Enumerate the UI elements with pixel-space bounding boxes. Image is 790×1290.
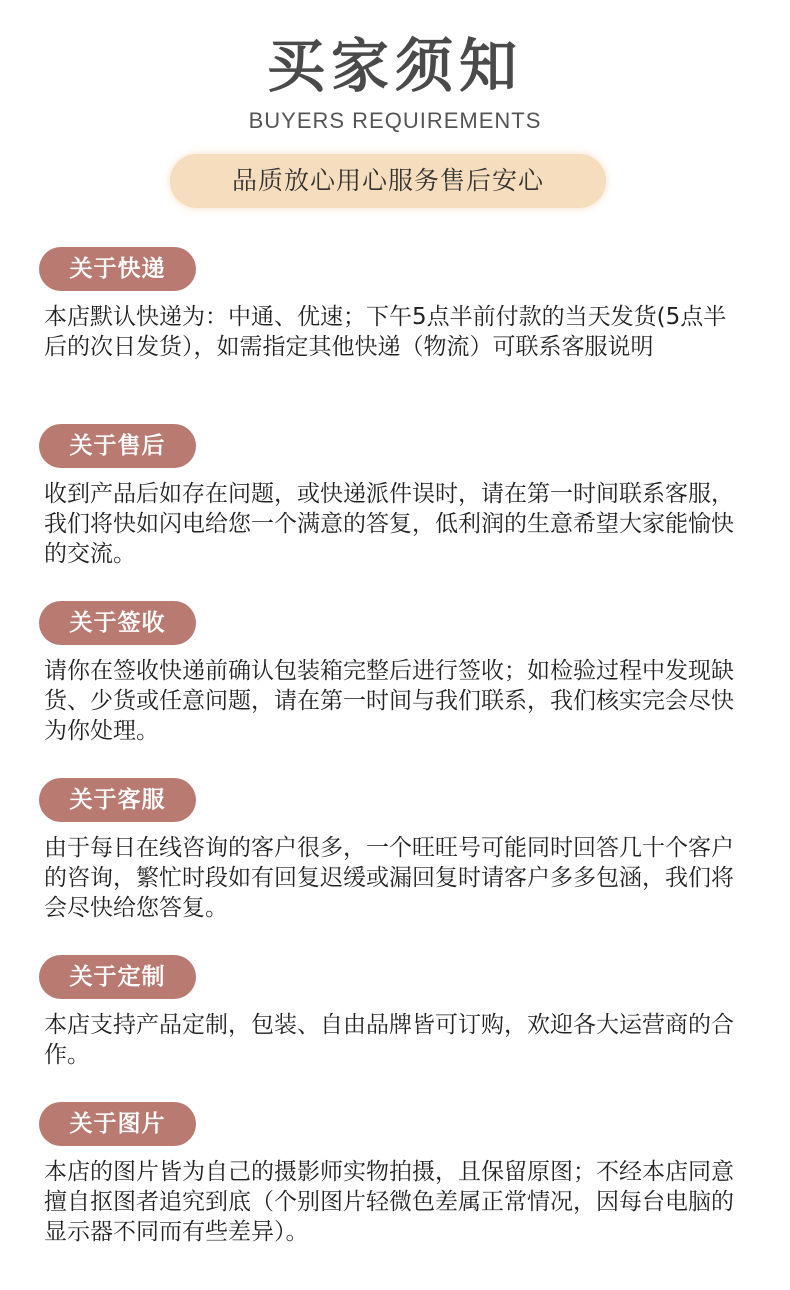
section-tag-customer-service: 关于客服 <box>39 778 196 822</box>
section-tag-pictures: 关于图片 <box>39 1102 196 1146</box>
section-text-customization: 本店支持产品定制，包装、自由品牌皆可订购，欢迎各大运营商的合作。 <box>44 1012 734 1068</box>
section-text-sign-for: 请你在签收快递前确认包装箱完整后进行签收；如检验过程中发现缺货、少货或任意问题，请在第一时间与我们联系，我们核实完会尽快为你处理。 <box>44 658 734 744</box>
section-text-after-sales: 收到产品后如存在问题，或快递派件误时，请在第一时间联系客服，我们将快如闪电给您一个满意的答复，低利润的生意希望大家能愉快的交流。 <box>44 481 734 567</box>
page-subtitle: BUYERS REQUIREMENTS <box>248 108 542 133</box>
page-title: 买家须知 <box>266 32 523 100</box>
section-text-customer-service: 由于每日在线咨询的客户很多，一个旺旺号可能同时回答几十个客户的咨询，繁忙时段如有回复迟缓或漏回复时请客户多多包涵，我们将会尽快给您答复。 <box>44 835 734 921</box>
section-text-pictures: 本店的图片皆为自己的摄影师实物拍摄，且保留原图；不经本店同意擅自抠图者追究到底（个别图片轻微色差属正常情况，因每台电脑的显示器不同而有些差异）。 <box>44 1159 734 1245</box>
slogan-banner: 品质放心用心服务售后安心 <box>170 154 606 208</box>
section-text-express: 本店默认快递为：中通、优速；下午5点半前付款的当天发货(5点半后的次日发货），如需指定其他快递（物流）可联系客服说明 <box>44 304 727 360</box>
section-tag-express: 关于快递 <box>39 247 196 291</box>
section-tag-customization: 关于定制 <box>39 955 196 999</box>
page-header <box>0 0 790 220</box>
section-tag-after-sales: 关于售后 <box>39 424 196 468</box>
section-tag-sign-for: 关于签收 <box>39 601 196 645</box>
